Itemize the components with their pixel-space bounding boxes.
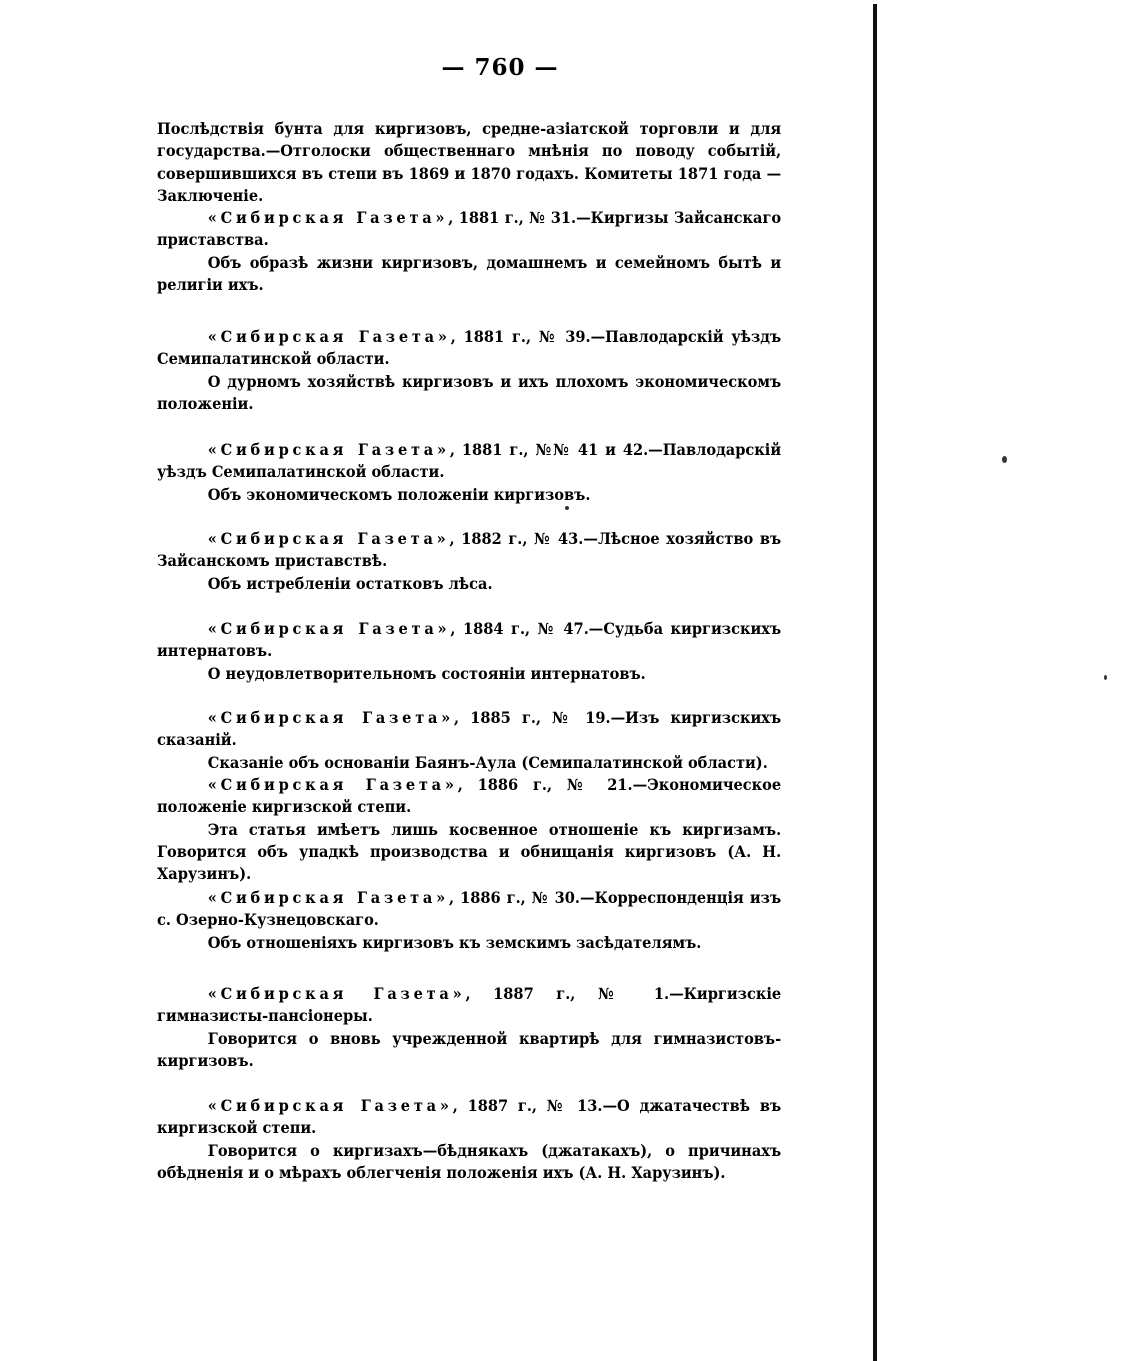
- reference-details: , 1881 г., №№ 41 и 42.—Павлодарскій уѣздъ Семипалатинской области.: [157, 440, 782, 482]
- entry-description: Сказаніе объ основаніи Баянъ-Аула (Семипалатинской области).: [207, 752, 768, 772]
- bibliography-entry: [157, 707, 781, 774]
- bibliography-entry: [157, 439, 781, 506]
- entry-reference: [157, 618, 781, 663]
- reference-details: , 1887 г., № 13.—О джатачествѣ въ киргизской степи.: [157, 1096, 782, 1138]
- bibliography-entry: [157, 528, 781, 595]
- entry-description: Объ отношеніяхъ киргизовъ къ земскимъ засѣдателямъ.: [207, 932, 702, 952]
- page-number: — 760 —: [441, 54, 559, 81]
- source-title: «Сибирская Газета»: [207, 1096, 453, 1115]
- reference-details: , 1882 г., № 43.—Лѣсное хозяйство въ Зайсанскомъ приставствѣ.: [157, 529, 782, 571]
- bibliography-entry: [157, 1095, 781, 1184]
- source-title: «Сибирская Газета»: [207, 208, 449, 227]
- source-title: «Сибирская Газета»: [207, 984, 466, 1003]
- entry-description: О неудовлетворительномъ состояніи интернатовъ.: [207, 663, 646, 683]
- source-title: «Сибирская Газета»: [207, 888, 449, 907]
- entry-reference: [157, 207, 781, 252]
- reference-details: , 1886 г., № 30.—Корреспонденція изъ с. Озерно-Кузнецовскаго.: [157, 888, 782, 930]
- entry-description: Объ истребленіи остатковъ лѣса.: [207, 573, 493, 593]
- bibliography-entry: [157, 207, 781, 296]
- bibliography-entry: [157, 887, 781, 954]
- source-title: «Сибирская Газета»: [207, 708, 455, 727]
- entry-reference: [157, 983, 781, 1028]
- entry-reference: [157, 326, 781, 371]
- bibliography-entry: [157, 618, 781, 685]
- source-title: «Сибирская Газета»: [207, 529, 450, 548]
- bibliography-entry: [157, 326, 781, 415]
- source-title: «Сибирская Газета»: [207, 619, 451, 638]
- entry-reference: [157, 774, 781, 819]
- entry-reference: [157, 707, 781, 752]
- entry-description: Эта статья имѣетъ лишь косвенное отношеніе къ киргизамъ. Говорится объ упадкѣ производства и обнищанія киргизовъ (А. Н. Харузинъ).: [157, 819, 782, 884]
- bibliography-entry: [157, 983, 781, 1072]
- entry-description: О дурномъ хозяйствѣ киргизовъ и ихъ плохомъ экономическомъ положеніи.: [157, 371, 782, 413]
- speck: [1002, 456, 1007, 463]
- speck: [565, 506, 569, 510]
- entry-reference: [157, 887, 781, 932]
- entry-reference: [157, 1095, 781, 1140]
- reference-details: , 1881 г., № 39.—Павлодарскій уѣздъ Семипалатинской области.: [157, 327, 782, 369]
- reference-details: , 1887 г., № 1.—Киргизскіе гимназисты-пансіонеры.: [157, 984, 782, 1026]
- source-title: «Сибирская Газета»: [207, 775, 458, 794]
- entry-reference: [157, 439, 781, 484]
- reference-details: , 1886 г., № 21.—Экономическое положеніе киргизской степи.: [157, 775, 782, 817]
- source-title: «Сибирская Газета»: [207, 440, 450, 459]
- intro-paragraph: Послѣдствія бунта для киргизовъ, средне-азіатской торговли и для государства.—Отголоски общественнаго мнѣнія по поводу событій, совершившихся въ степи въ 1869 и 1870 годахъ. Комитеты 1871 года —Заключеніе.: [157, 119, 782, 205]
- reference-details: , 1885 г., № 19.—Изъ киргизскихъ сказаній.: [157, 708, 782, 750]
- speck: [1104, 675, 1107, 680]
- source-title: «Сибирская Газета»: [207, 327, 451, 346]
- bibliography-entry: [157, 774, 781, 885]
- reference-details: , 1881 г., № 31.—Киргизы Зайсанскаго приставства.: [157, 208, 782, 250]
- entry-description: Говорится о киргизахъ—бѣднякахъ (джатакахъ), о причинахъ обѣдненія и о мѣрахъ облегченія положенія ихъ (А. Н. Харузинъ).: [157, 1140, 782, 1182]
- entry-reference: [157, 528, 781, 573]
- binding-rule: [873, 4, 877, 1361]
- entry-description: Объ экономическомъ положеніи киргизовъ.: [207, 484, 591, 504]
- entry-description: Говорится о вновь учрежденной квартирѣ для гимназистовъ-киргизовъ.: [157, 1028, 782, 1070]
- entry-description: Объ образѣ жизни киргизовъ, домашнемъ и семейномъ бытѣ и религіи ихъ.: [157, 252, 782, 294]
- reference-details: , 1884 г., № 47.—Судьба киргизскихъ интернатовъ.: [157, 619, 782, 661]
